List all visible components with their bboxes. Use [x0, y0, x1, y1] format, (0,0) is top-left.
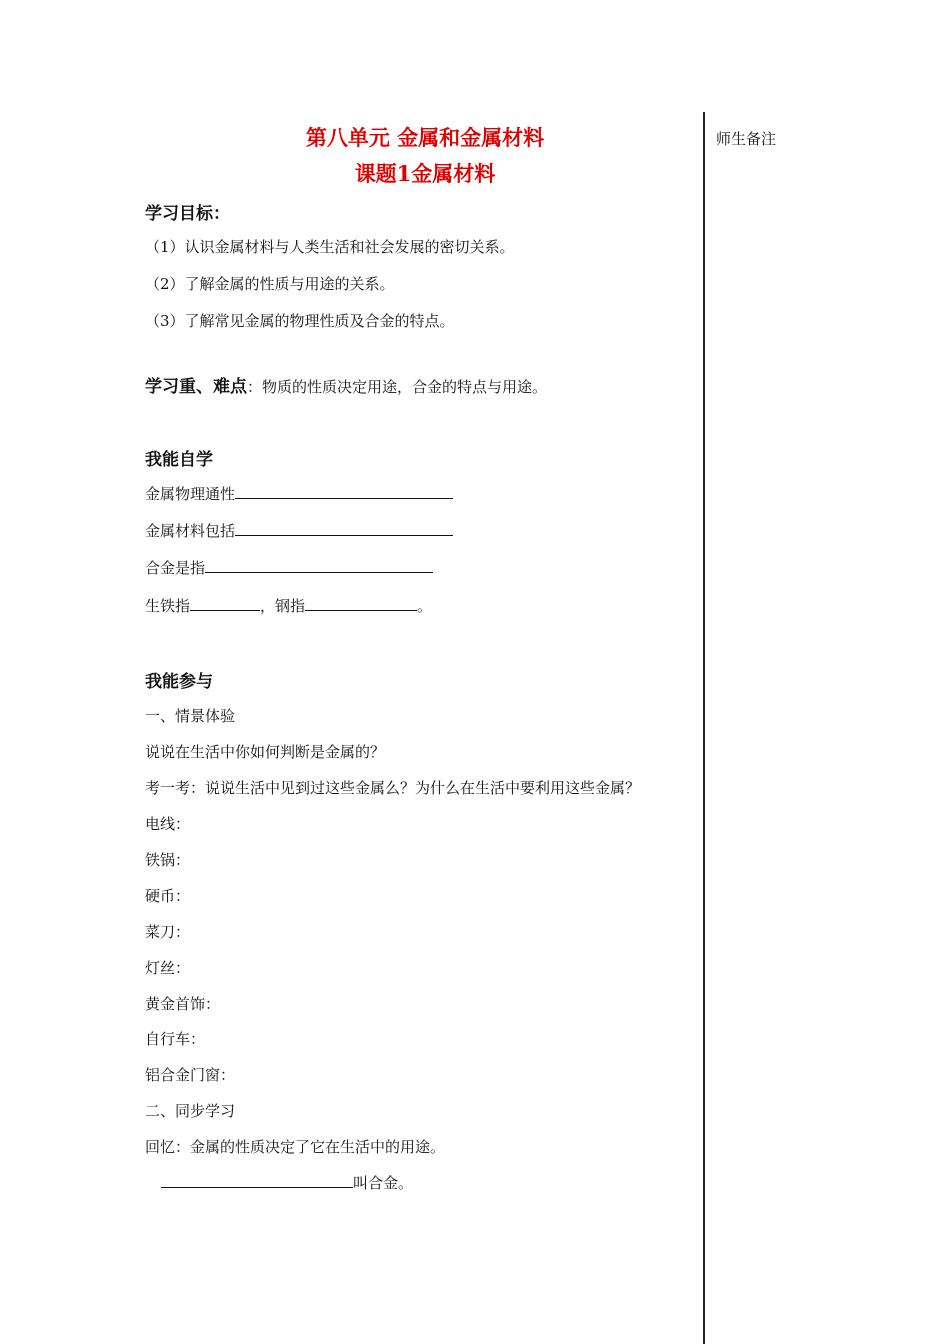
lesson-title: 课题1金属材料: [354, 161, 496, 186]
unit-title: 第八单元 金属和金属材料: [305, 125, 545, 150]
q3-label: 合金是指: [145, 559, 206, 577]
q4-label-b: ，钢指: [260, 597, 306, 615]
self-study-q3: [145, 557, 433, 578]
self-study-heading: 我能自学: [145, 450, 213, 470]
self-study-q2: [145, 520, 453, 541]
recall-text: 回忆：金属的性质决定了它在生活中的用途。: [145, 1138, 446, 1156]
margin-divider: [703, 112, 705, 1344]
objective-3: （3）了解常见金属的物理性质及合金的特点。: [145, 312, 455, 330]
self-study-q4: [145, 595, 432, 616]
objectives-heading: 学习目标：: [145, 204, 230, 224]
item-aluminum-window: 铝合金门窗：: [145, 1066, 236, 1084]
section-1-title: 一、情景体验: [145, 707, 236, 725]
steel-blank[interactable]: [305, 596, 417, 611]
item-filament: 灯丝：: [145, 959, 191, 977]
item-iron-pot: 铁锅：: [145, 851, 191, 869]
item-bicycle: 自行车：: [145, 1030, 206, 1048]
item-coin: 硬币：: [145, 887, 191, 905]
alloy-definition: [161, 1172, 413, 1193]
pig-iron-blank[interactable]: [190, 596, 260, 611]
q1-label: 金属物理通性: [145, 485, 236, 503]
alloy-blank[interactable]: [161, 1173, 353, 1188]
think-question: 考一考：说说生活中见到过这些金属么？为什么在生活中要利用这些金属？: [145, 779, 641, 797]
participate-heading: 我能参与: [145, 672, 213, 692]
q1-blank[interactable]: [235, 484, 453, 499]
q4-label-c: 。: [417, 597, 433, 615]
objective-1: （1）认识金属材料与人类生活和社会发展的密切关系。: [145, 238, 515, 256]
item-kitchen-knife: 菜刀：: [145, 923, 191, 941]
metal-question: 说说在生活中你如何判断是金属的？: [145, 743, 386, 761]
q4-label-a: 生铁指: [145, 597, 191, 615]
objective-2: （2）了解金属的性质与用途的关系。: [145, 275, 395, 293]
alloy-label: 叫合金。: [353, 1174, 414, 1192]
key-points: [145, 372, 547, 397]
side-note-label: 师生备注: [716, 130, 777, 148]
section-2-title: 二、同步学习: [145, 1102, 236, 1120]
item-gold-jewelry: 黄金首饰：: [145, 995, 221, 1013]
q3-blank[interactable]: [205, 558, 433, 573]
self-study-q1: [145, 483, 453, 504]
q2-blank[interactable]: [235, 521, 453, 536]
key-points-label: 学习重、难点: [145, 377, 247, 397]
item-wire: 电线：: [145, 815, 191, 833]
key-points-text: ：物质的性质决定用途，合金的特点与用途。: [247, 378, 548, 396]
q2-label: 金属材料包括: [145, 522, 236, 540]
